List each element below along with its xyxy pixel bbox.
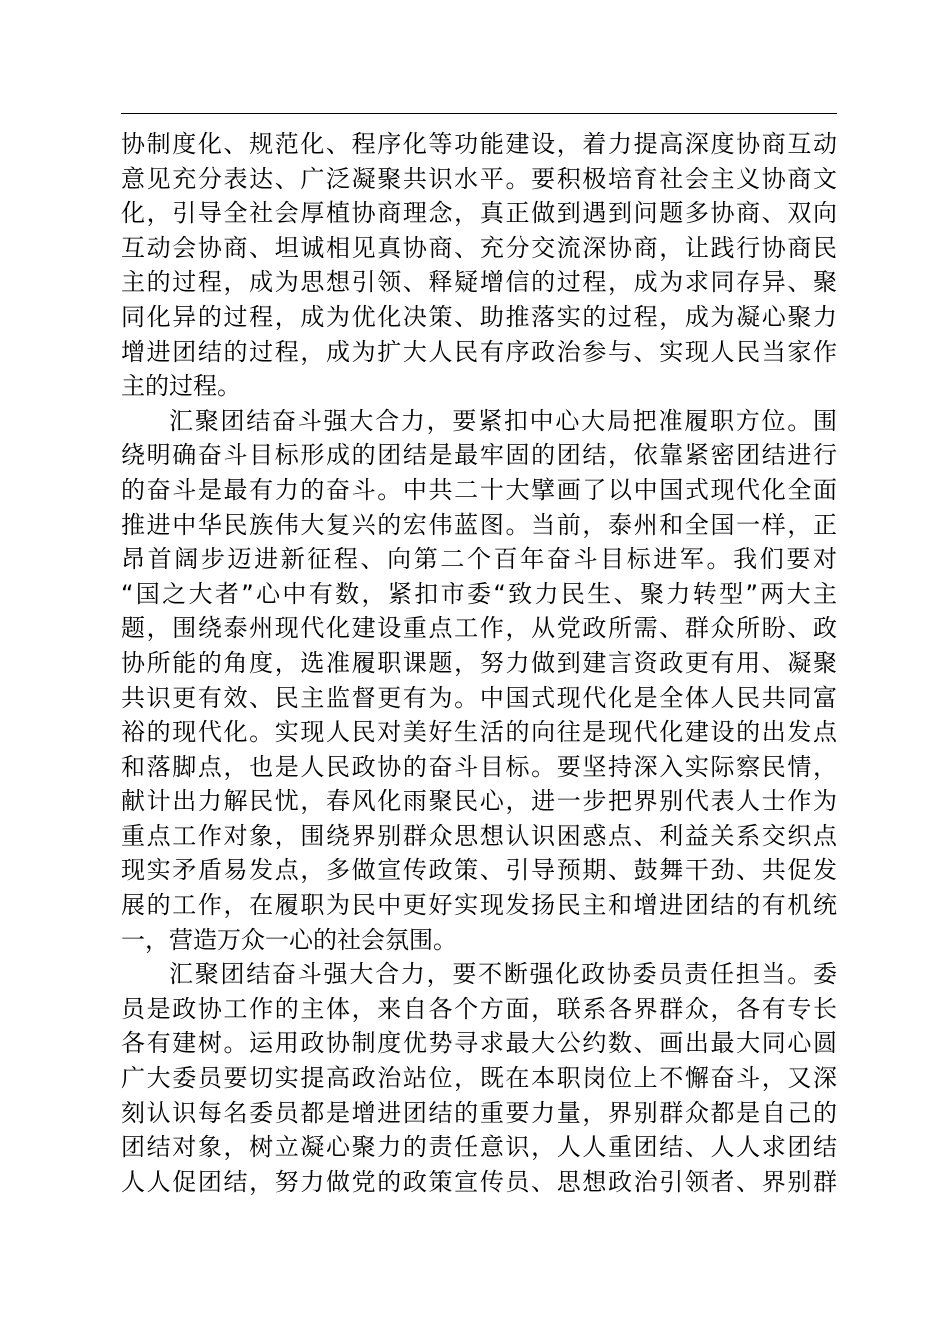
text-line: 增进团结的过程，成为扩大人民有序政治参与、实现人民当家作	[121, 337, 837, 366]
text-line: 主的过程，成为思想引领、释疑增信的过程，成为求同存异、聚	[121, 268, 837, 297]
text-line: 团结对象，树立凝心聚力的责任意识，人人重团结、人人求团结	[121, 1133, 837, 1162]
text-line: “国之大者”心中有数，紧扣市委“致力民生、聚力转型”两大主	[121, 579, 837, 608]
header-rule	[121, 113, 837, 114]
text-line: 意见充分表达、广泛凝聚共识水平。要积极培育社会主义协商文	[121, 164, 837, 193]
paragraph-1	[121, 127, 837, 404]
body-text	[121, 127, 837, 1199]
text-line: 裕的现代化。实现人民对美好生活的向往是现代化建设的出发点	[121, 718, 837, 747]
text-line: 协制度化、规范化、程序化等功能建设，着力提高深度协商互动	[121, 130, 837, 158]
text-line: 人人促团结，努力做党的政策宣传员、思想政治引领者、界别群	[121, 1167, 837, 1196]
text-line: 汇聚团结奋斗强大合力，要紧扣中心大局把准履职方位。围	[169, 406, 837, 435]
text-line: 一，营造万众一心的社会氛围。	[121, 925, 457, 954]
text-line: 刻认识每名委员都是增进团结的重要力量，界别群众都是自己的	[121, 1098, 837, 1127]
text-line: 共识更有效、民主监督更有为。中国式现代化是全体人民共同富	[121, 683, 837, 712]
text-line: 献计出力解民忧，春风化雨聚民心，进一步把界别代表人士作为	[121, 787, 837, 816]
text-line: 同化异的过程，成为优化决策、助推落实的过程，成为凝心聚力	[121, 302, 837, 331]
text-line: 协所能的角度，选准履职课题，努力做到建言资政更有用、凝聚	[121, 648, 837, 677]
text-line: 绕明确奋斗目标形成的团结是最牢固的团结，依靠紧密团结进行	[121, 441, 837, 470]
text-line: 各有建树。运用政协制度优势寻求最大公约数、画出最大同心圆	[121, 1029, 837, 1058]
text-line: 汇聚团结奋斗强大合力，要不断强化政协委员责任担当。委	[169, 960, 837, 989]
text-line: 员是政协工作的主体，来自各个方面，联系各界群众，各有专长	[121, 994, 837, 1023]
text-line: 推进中华民族伟大复兴的宏伟蓝图。当前，泰州和全国一样，正	[121, 510, 837, 539]
text-line: 重点工作对象，围绕界别群众思想认识困惑点、利益关系交织点	[121, 821, 837, 850]
text-line: 和落脚点，也是人民政协的奋斗目标。要坚持深入实际察民情，	[121, 752, 837, 781]
text-line: 互动会协商、坦诚相见真协商、充分交流深协商，让践行协商民	[121, 233, 837, 262]
text-line: 题，围绕泰州现代化建设重点工作，从党政所需、群众所盼、政	[121, 614, 837, 643]
text-line: 化，引导全社会厚植协商理念，真正做到遇到问题多协商、双向	[121, 199, 837, 228]
text-line: 现实矛盾易发点，多做宣传政策、引导预期、鼓舞干劲、共促发	[121, 856, 837, 885]
text-line: 展的工作，在履职为民中更好实现发扬民主和增进团结的有机统	[121, 891, 837, 920]
paragraph-2	[121, 404, 837, 958]
text-line: 昂首阔步迈进新征程、向第二个百年奋斗目标进军。我们要对	[121, 545, 837, 574]
text-line: 广大委员要切实提高政治站位，既在本职岗位上不懈奋斗，又深	[121, 1064, 837, 1093]
text-line: 的奋斗是最有力的奋斗。中共二十大擘画了以中国式现代化全面	[121, 475, 837, 504]
text-line: 主的过程。	[121, 372, 241, 401]
paragraph-3	[121, 957, 837, 1199]
